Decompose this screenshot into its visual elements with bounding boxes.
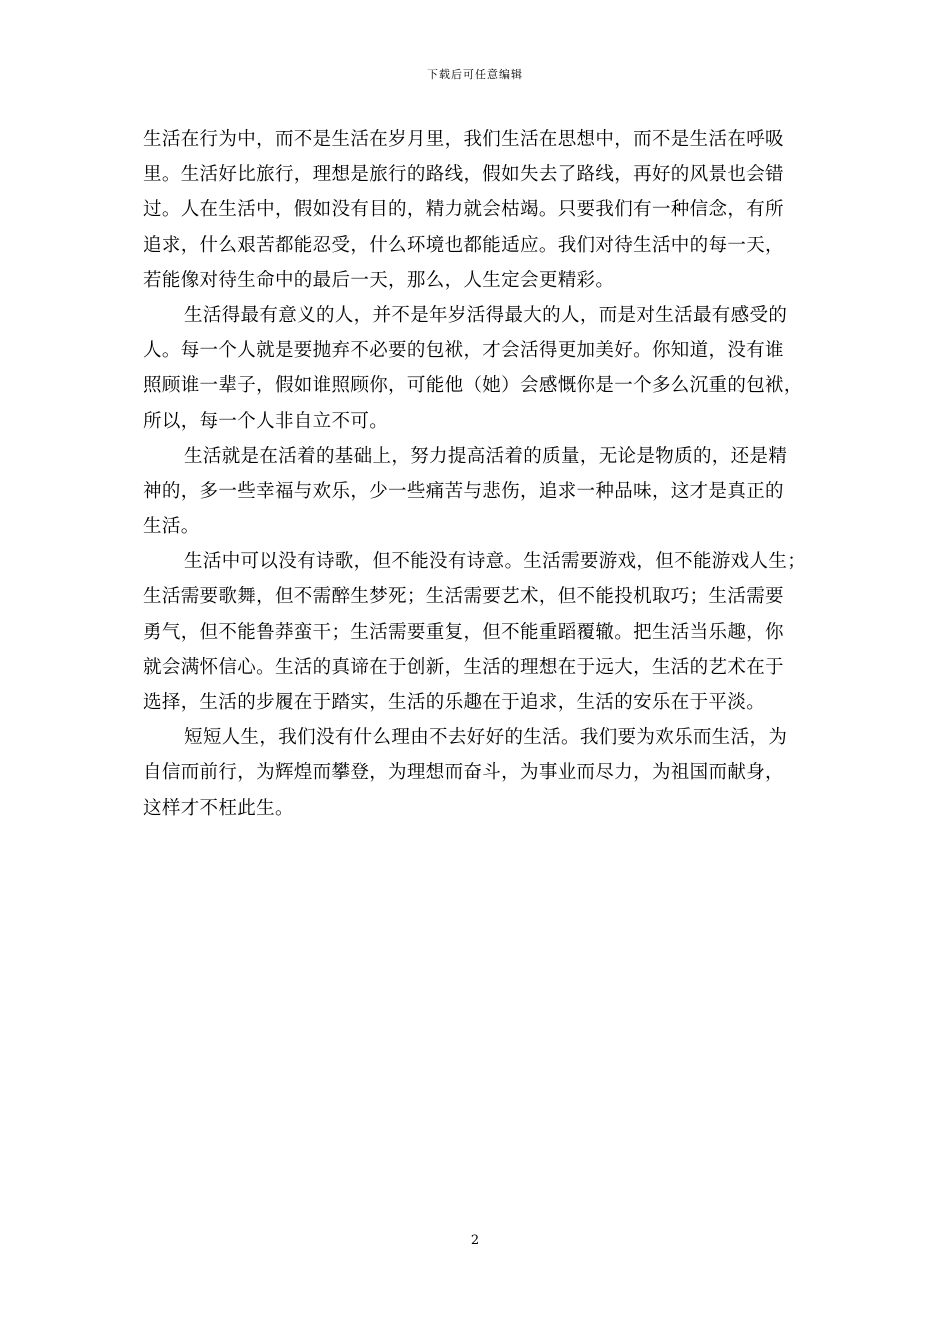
paragraph-5-line-3: 这样才不枉此生。 — [143, 797, 294, 819]
paragraph-4-line-5: 选择，生活的步履在于踏实，生活的乐趣在于追求，生活的安乐在于平淡。 — [143, 692, 766, 713]
paragraph-2-line-4: 所以，每一个人非自立不可。 — [143, 410, 389, 432]
page-number: 2 — [470, 1233, 480, 1248]
paragraph-3-line-3: 生活。 — [143, 516, 200, 538]
paragraph-1-line-2: 里。生活好比旅行，理想是旅行的路线，假如失去了路线，再好的风景也会错 — [143, 164, 784, 186]
paragraph-3-line-2: 神的，多一些幸福与欢乐，少一些痛苦与悲伤，追求一种品味，这才是真正的 — [143, 480, 784, 502]
paragraph-4-line-2: 生活需要歌舞，但不需醉生梦死；生活需要艺术，但不能投机取巧；生活需要 — [143, 586, 784, 608]
paragraph-3-line-1: 生活就是在活着的基础上，努力提高活着的质量，无论是物质的，还是精 — [184, 445, 788, 467]
paragraph-2-line-3: 照顾谁一辈子，假如谁照顾你，可能他（她）会感慨你是一个多么沉重的包袱， — [143, 375, 803, 397]
paragraph-1-line-3: 过。人在生活中，假如没有目的，精力就会枯竭。只要我们有一种信念，有所 — [143, 199, 784, 221]
paragraph-4-line-1: 生活中可以没有诗歌，但不能没有诗意。生活需要游戏，但不能游戏人生； — [184, 551, 807, 573]
paragraph-4-line-4: 就会满怀信心。生活的真谛在于创新，生活的理想在于远大，生活的艺术在于 — [143, 656, 784, 678]
paragraph-1-line-4: 追求，什么艰苦都能忍受，什么环境也都能适应。我们对待生活中的每一天， — [143, 234, 784, 256]
paragraph-2-line-2: 人。每一个人就是要抛弃不必要的包袱，才会活得更加美好。你知道，没有谁 — [143, 340, 784, 362]
document-body — [143, 122, 818, 826]
paragraph-1-line-1: 生活在行为中，而不是生活在岁月里，我们生活在思想中，而不是生活在呼吸 — [143, 129, 784, 150]
paragraph-5-line-2: 自信而前行，为辉煌而攀登，为理想而奋斗，为事业而尽力，为祖国而献身， — [143, 762, 784, 784]
paragraph-5-line-1: 短短人生，我们没有什么理由不去好好的生活。我们要为欢乐而生活，为 — [184, 727, 788, 749]
paragraph-4-line-3: 勇气，但不能鲁莽蛮干；生活需要重复，但不能重蹈覆辙。把生活当乐趣，你 — [143, 621, 784, 643]
paragraph-1-line-5: 若能像对待生命中的最后一天，那么，人生定会更精彩。 — [143, 269, 615, 291]
paragraph-2-line-1: 生活得最有意义的人，并不是年岁活得最大的人，而是对生活最有感受的 — [184, 304, 788, 326]
page-header: 下载后可任意编辑 — [427, 68, 523, 81]
